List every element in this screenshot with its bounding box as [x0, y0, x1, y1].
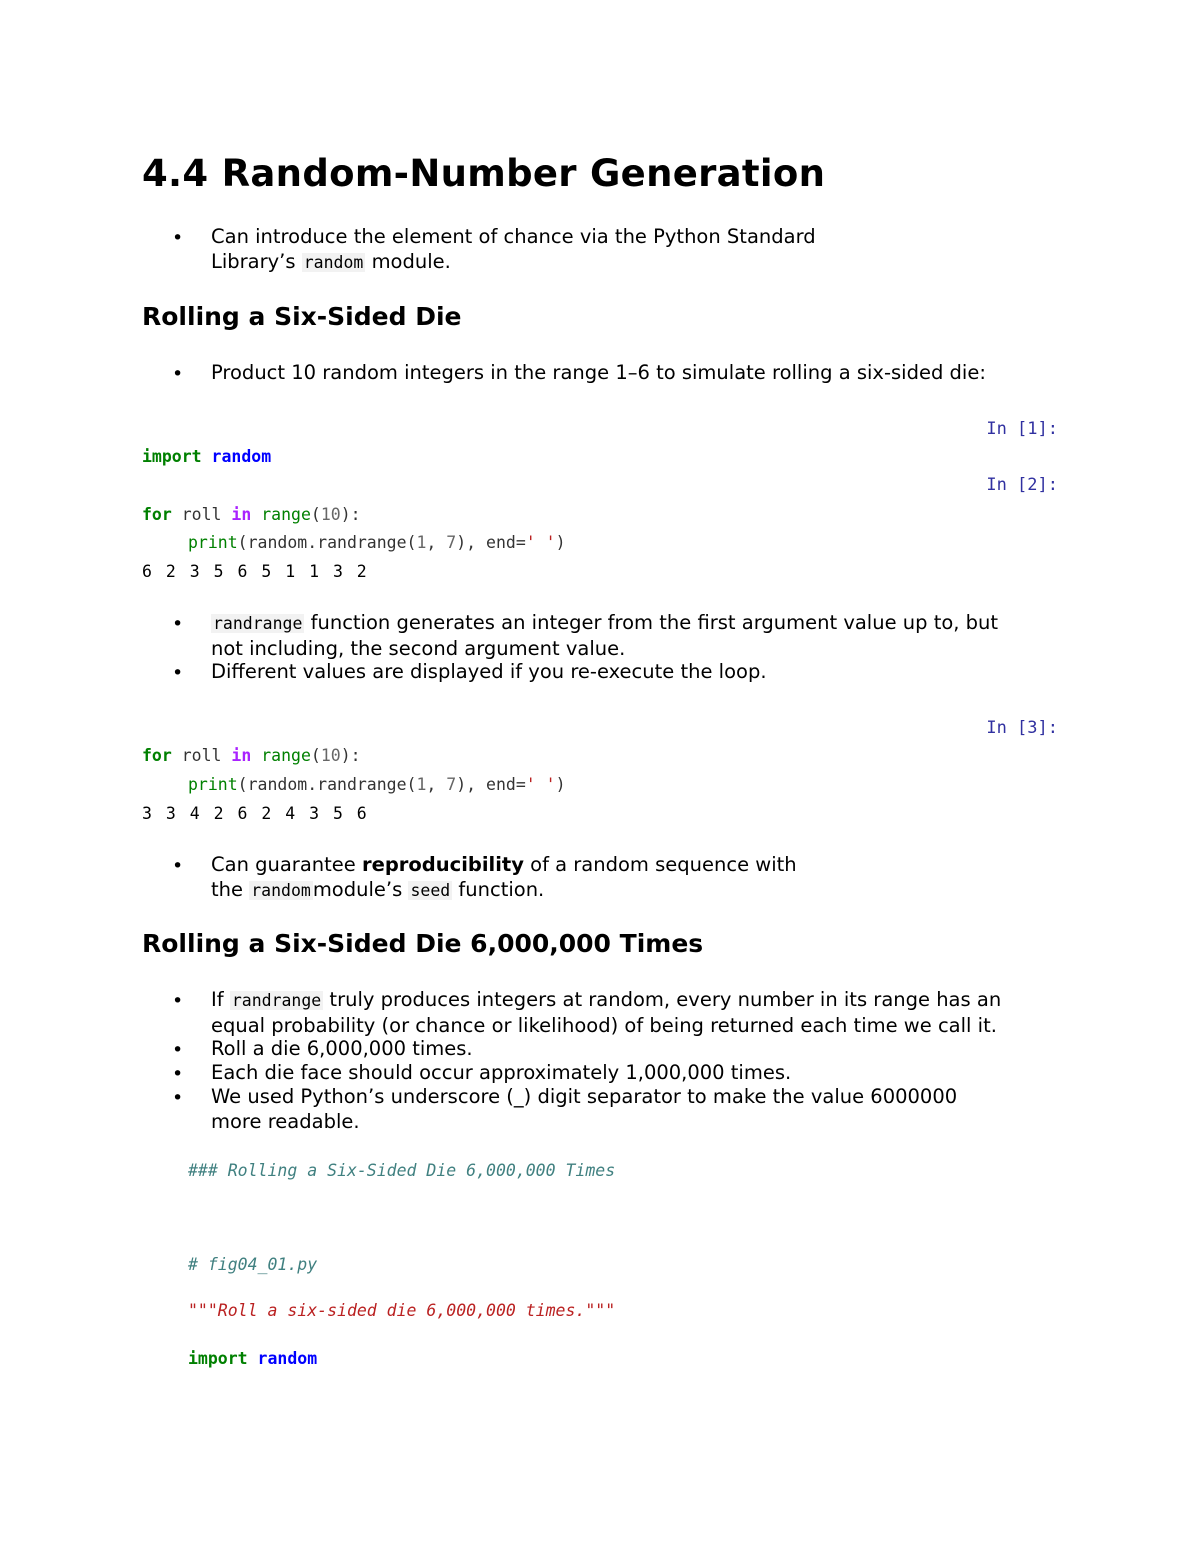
seed-line-1: Can guarantee reproducibility of a random sequence with	[211, 853, 797, 876]
code-print-call: print(random.randrange(1, 7), end=' ')	[188, 533, 566, 552]
randrange-random-line-2: equal probability (or chance or likelihood) of being returned each time we call it.	[211, 1013, 997, 1037]
code-print-call-2: print(random.randrange(1, 7), end=' ')	[188, 775, 566, 794]
cell-prompt-2: In [2]:	[986, 475, 1058, 495]
bullet-marker: •	[172, 1087, 184, 1109]
code-for-loop: for roll in range(10):	[142, 505, 361, 524]
randrange-random-line-1: If randrange truly produces integers at random, every number in its range has an	[211, 988, 1002, 1011]
cell-prompt-3: In [3]:	[986, 718, 1058, 738]
reexecute-bullet: Different values are displayed if you re-execute the loop.	[211, 660, 767, 683]
inline-code-seed: seed	[410, 880, 451, 900]
bullet-marker: •	[172, 1039, 184, 1061]
inline-code-randrange: randrange	[213, 614, 303, 633]
inline-code-random-2: random	[251, 880, 311, 900]
intro-bullet	[211, 225, 816, 275]
cell-output-3: 3 3 4 2 6 2 4 3 5 6	[142, 804, 369, 823]
cell-output-2: 6 2 3 5 6 5 1 1 3 2	[142, 562, 369, 581]
inline-code-random: random	[303, 252, 364, 272]
randrange-line-2: not including, the second argument value.	[211, 636, 626, 660]
inline-code-randrange-2: randrange	[231, 991, 322, 1010]
bullet-marker: •	[172, 1063, 184, 1085]
bullet-marker: •	[172, 613, 184, 635]
code-for-loop-2: for roll in range(10):	[142, 746, 361, 765]
section1-bullet: Product 10 random integers in the range 1–6 to simulate rolling a six-sided die:	[211, 361, 986, 384]
face-bullet: Each die face should occur approximately 1,000,000 times.	[211, 1061, 792, 1084]
separator-line-2: more readable.	[211, 1109, 360, 1133]
code-import-random: import random	[142, 447, 272, 466]
separator-bullet	[211, 1085, 957, 1134]
bullet-marker: •	[172, 855, 184, 877]
bullet-marker: •	[172, 990, 184, 1012]
bullet-marker: •	[172, 363, 184, 385]
bullet-marker: •	[172, 227, 184, 249]
code-docstring: """Roll a six-sided die 6,000,000 times."""	[188, 1301, 616, 1320]
section-heading-six-million: Rolling a Six-Sided Die 6,000,000 Times	[142, 929, 704, 958]
seed-bullet	[211, 853, 797, 903]
intro-line-2: Library’s random module.	[211, 249, 451, 273]
code-comment-heading: ### Rolling a Six-Sided Die 6,000,000 Times	[188, 1161, 616, 1180]
section-heading-rolling-die: Rolling a Six-Sided Die	[142, 302, 462, 331]
separator-line-1: We used Python’s underscore (_) digit separator to make the value 6000000	[211, 1085, 958, 1108]
page-title: 4.4 Random-Number Generation	[142, 152, 826, 195]
code-comment-filename: # fig04_01.py	[188, 1255, 318, 1274]
code-import-random-2: import random	[188, 1349, 318, 1368]
randrange-bullet	[211, 611, 998, 661]
intro-line-1: Can introduce the element of chance via the Python Standard	[211, 225, 816, 248]
seed-line-2: the random module’s seed function.	[211, 877, 545, 901]
roll-bullet: Roll a die 6,000,000 times.	[211, 1037, 473, 1060]
randrange-line-1: randrange function generates an integer from the first argument value up to, but	[213, 611, 999, 634]
cell-prompt-1: In [1]:	[986, 419, 1058, 439]
randrange-random-bullet	[211, 988, 1001, 1038]
bullet-marker: •	[172, 662, 184, 684]
